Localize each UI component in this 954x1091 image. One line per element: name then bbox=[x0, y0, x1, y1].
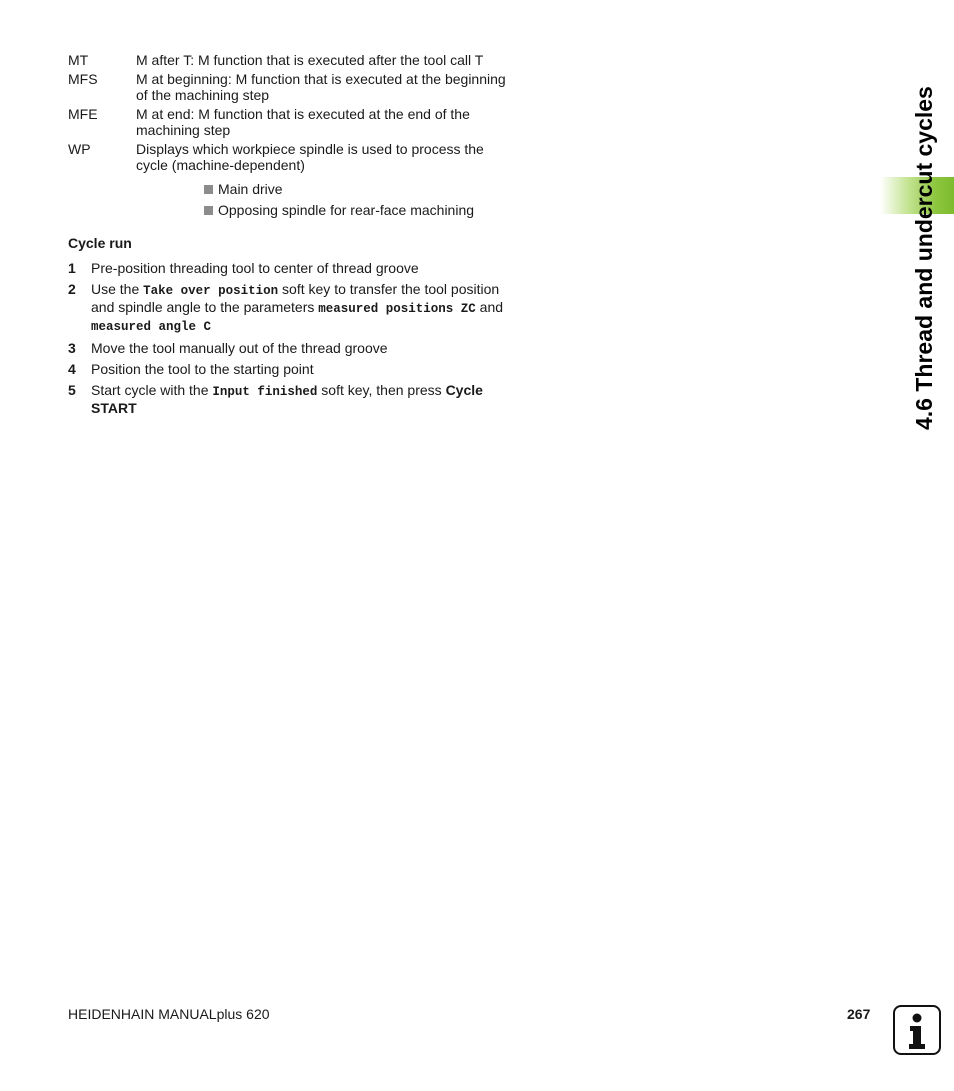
spindle-options bbox=[204, 181, 518, 218]
square-bullet-icon bbox=[204, 206, 213, 215]
cycle-run-heading: Cycle run bbox=[68, 235, 132, 251]
step-number: 3 bbox=[68, 340, 76, 356]
step-number: 1 bbox=[68, 260, 76, 276]
page-number: 267 bbox=[847, 1006, 871, 1022]
bullet-text: Main drive bbox=[218, 181, 283, 197]
square-bullet-icon bbox=[204, 185, 213, 194]
parameter-description: M at end: M function that is executed at the end of the machining step bbox=[136, 106, 470, 138]
step-row bbox=[68, 382, 513, 416]
step-text-part: soft key to transfer the tool position and spindle angle to the parameters bbox=[91, 281, 500, 315]
list-item bbox=[204, 181, 518, 197]
step-text: Move the tool manually out of the thread groove bbox=[91, 340, 388, 356]
parameter-row bbox=[68, 71, 518, 103]
parameter-code: MT bbox=[68, 52, 89, 68]
step-number: 4 bbox=[68, 361, 76, 377]
step-row bbox=[68, 260, 513, 276]
info-glyph bbox=[895, 1007, 939, 1053]
parameter-measured-positions-zc: measured positions ZC bbox=[318, 302, 476, 316]
footer-manual-name: HEIDENHAIN MANUALplus 620 bbox=[68, 1006, 270, 1022]
parameter-code: MFE bbox=[68, 106, 98, 122]
list-item bbox=[204, 202, 518, 218]
step-text-part: Use the bbox=[91, 281, 144, 297]
parameter-description: Displays which workpiece spindle is used to process the cycle (machine-dependent) bbox=[136, 141, 484, 173]
parameter-description: M after T: M function that is executed after the tool call T bbox=[136, 52, 484, 68]
step-row bbox=[68, 361, 513, 377]
parameter-list bbox=[68, 52, 518, 223]
parameter-description: M at beginning: M function that is executed at the beginning of the machining step bbox=[136, 71, 506, 103]
step-text bbox=[91, 382, 513, 416]
cycle-run-steps bbox=[68, 260, 513, 421]
softkey-input-finished: Input finished bbox=[212, 385, 318, 399]
chapter-side-title: 4.6 Thread and undercut cycles bbox=[911, 86, 937, 430]
step-text: Pre-position threading tool to center of thread groove bbox=[91, 260, 419, 276]
key-cycle-start: Cycle START bbox=[91, 382, 483, 416]
parameter-row bbox=[68, 106, 518, 138]
parameter-measured-angle-c: measured angle C bbox=[91, 320, 212, 334]
bullet-text: Opposing spindle for rear-face machining bbox=[218, 202, 475, 218]
parameter-code: MFS bbox=[68, 71, 98, 87]
step-text-part: and bbox=[475, 299, 504, 315]
parameter-code: WP bbox=[68, 141, 91, 157]
softkey-take-over-position: Take over position bbox=[143, 284, 279, 298]
step-row bbox=[68, 281, 513, 335]
step-text-part: soft key, then press bbox=[317, 382, 446, 398]
info-icon bbox=[893, 1005, 941, 1055]
step-number: 5 bbox=[68, 382, 76, 398]
step-text: Position the tool to the starting point bbox=[91, 361, 314, 377]
step-number: 2 bbox=[68, 281, 76, 297]
step-row bbox=[68, 340, 513, 356]
step-text-part: Start cycle with the bbox=[91, 382, 213, 398]
parameter-row bbox=[68, 52, 518, 68]
step-text bbox=[91, 281, 513, 335]
parameter-row bbox=[68, 141, 518, 173]
